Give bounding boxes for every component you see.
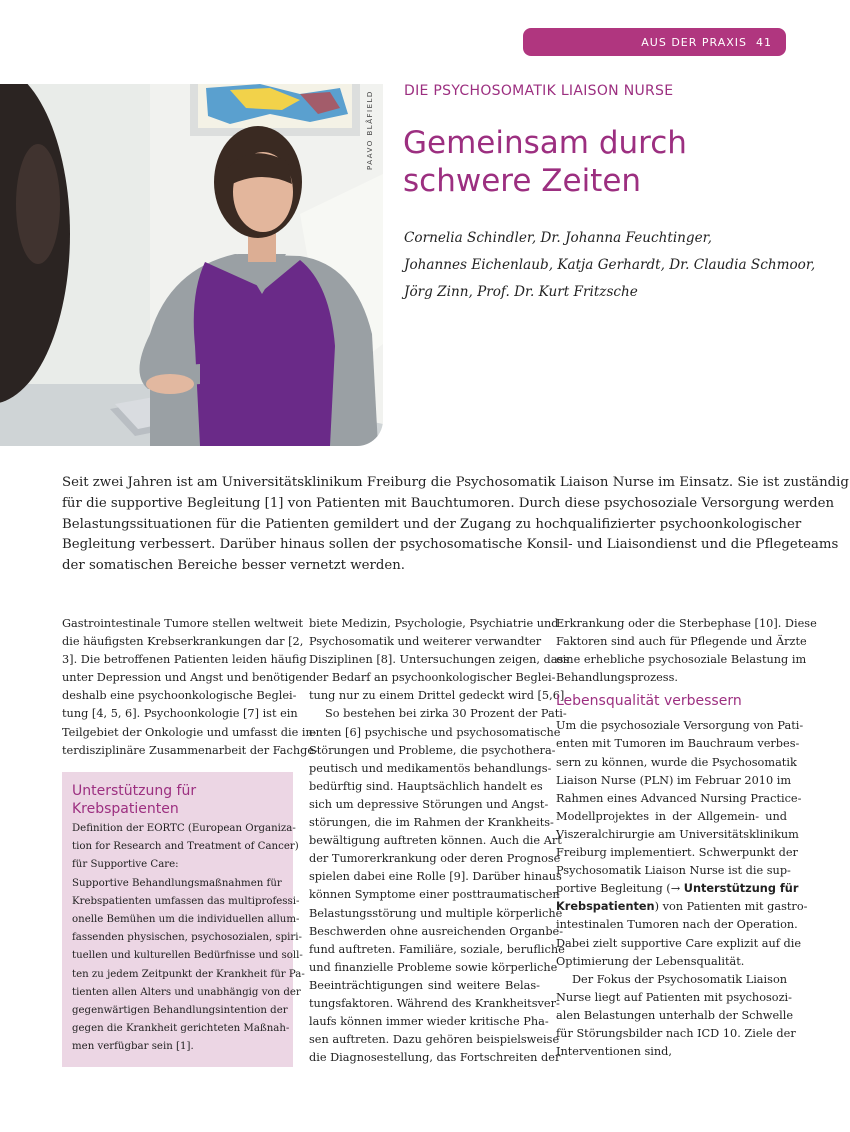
page-number: 41	[756, 35, 772, 49]
body-line: störungen, die im Rahmen der Krankheits-	[309, 816, 554, 830]
body-line: Behandlungsprozess.	[556, 671, 678, 685]
body-line: für Störungsbilder nach ICD 10. Ziele der	[556, 1026, 796, 1040]
body-line: Freiburg implementiert. Schwerpunkt der	[556, 846, 798, 860]
body-line: unter Depression und Angst und benötigen	[62, 671, 310, 685]
intro-line: Seit zwei Jahren ist am Universitätsklinikum Freiburg die Psychosomatik Liaison Nurse im Einsatz. Sie ist zuständig	[62, 475, 849, 490]
body-line: eine erhebliche psychosoziale Belastung im	[556, 653, 807, 667]
body-line: enten mit Tumoren im Bauchraum verbes-	[556, 737, 800, 751]
body-line: spielen dabei eine Rolle [9]. Darüber hinaus	[309, 870, 562, 884]
body-line: Dabei zielt supportive Care explizit auf die	[556, 936, 802, 950]
body-line: peutisch und medikamentös behandlungs-	[309, 761, 552, 775]
infobox-line: gegenwärtigen Behandlungsintention der	[72, 1005, 288, 1017]
infobox-line: gegen die Krankheit gerichteten Maßnah-	[72, 1023, 290, 1035]
section-subheading: Lebensqualität verbessern	[556, 693, 742, 710]
body-line: Erkrankung oder die Sterbephase [10]. Diese	[556, 617, 817, 630]
infobox-line: fassenden physischen, psychosozialen, spiri-	[72, 932, 302, 944]
body-line: Beeinträchtigungen sind weitere Belas-	[309, 978, 540, 992]
infobox-line: men verfügbar sein [1].	[72, 1041, 194, 1053]
body-line: deshalb eine psychoonkologische Beglei-	[62, 689, 297, 703]
authors-line: Johannes Eichenlaub, Katja Gerhardt, Dr. Claudia Schmoor,	[404, 257, 816, 273]
article-photo	[0, 84, 383, 446]
infobox-reference-link[interactable]: Krebspatienten	[556, 900, 655, 914]
body-line-with-reference	[556, 880, 799, 898]
infobox-title-line: Unterstützung für	[72, 783, 197, 799]
article-authors	[404, 225, 816, 306]
body-line: können Symptome einer posttraumatischen	[309, 888, 560, 902]
body-line: alen Belastungen unterhalb der Schwelle	[556, 1008, 794, 1022]
infobox-line: tienten allen Alters und unabhängig von der	[72, 986, 301, 998]
body-line: Viszeralchirurgie am Universitätsklinikum	[556, 827, 799, 841]
body-line: die häufigsten Krebserkrankungen dar [2,	[62, 635, 304, 649]
body-line: Interventionen sind,	[556, 1045, 672, 1059]
body-line: und finanzielle Probleme sowie körperliche	[309, 960, 558, 974]
article-intro	[62, 473, 849, 577]
section-label: AUS DER PRAXIS	[641, 35, 747, 49]
infobox-reference-link[interactable]: Unterstützung für	[683, 882, 799, 896]
infobox-line: tion for Research and Treatment of Cancer)	[72, 841, 299, 853]
body-line: terdisziplinäre Zusammenarbeit der Fachge-	[62, 743, 318, 757]
infobox-line: Supportive Behandlungsmaßnahmen für	[72, 877, 282, 889]
infobox-title	[72, 782, 283, 818]
body-column-2	[309, 615, 570, 1067]
body-line: der Tumorerkrankung oder deren Prognose	[309, 852, 561, 866]
body-line: intestinalen Tumoren nach der Operation.	[556, 918, 798, 932]
infobox-line: Krebspatienten umfassen das multiprofessi-	[72, 895, 300, 907]
body-line: Der Fokus der Psychosomatik Liaison	[572, 972, 788, 986]
body-line: sich um depressive Störungen und Angst-	[309, 797, 549, 811]
body-column-1	[62, 615, 318, 760]
body-line: fund auftreten. Familiäre, soziale, berufliche	[309, 942, 565, 956]
infobox-title-line: Krebspatienten	[72, 801, 179, 817]
authors-line: Cornelia Schindler, Dr. Johanna Feuchtinger,	[404, 230, 712, 246]
infobox-supportive-care	[62, 772, 305, 1067]
body-line: Faktoren sind auch für Pflegende und Ärzte	[556, 635, 807, 649]
body-line: sen auftreten. Dazu gehören beispielsweise	[309, 1033, 560, 1047]
article-title: Gemeinsam durch schwere Zeiten	[403, 125, 687, 199]
intro-line: Belastungssituationen für die Patienten gemildert und der Zugang zu hochqualifizierter psychoonkologischer	[62, 516, 802, 532]
body-line: Nurse liegt auf Patienten mit psychosozi-	[556, 990, 792, 1004]
body-line: laufs können immer wieder kritische Pha-	[309, 1015, 549, 1029]
body-line: Um die psychosoziale Versorgung von Pati-	[556, 719, 804, 733]
body-line-with-reference	[556, 898, 808, 916]
infobox-line: ten zu jedem Zeitpunkt der Krankheit für Pa-	[72, 968, 305, 980]
body-line: tung [4, 5, 6]. Psychoonkologie [7] ist ein	[62, 707, 298, 721]
body-line: der Bedarf an psychoonkologischer Beglei-	[309, 671, 556, 685]
infobox-line: tuellen und kulturellen Bedürfnisse und soll-	[72, 950, 303, 962]
infobox-line: für Supportive Care:	[72, 859, 179, 871]
body-line: tungsfaktoren. Während des Krankheitsver-	[309, 996, 560, 1010]
infobox-text	[72, 820, 305, 1057]
body-line: sern zu können, wurde die Psychosomatik	[556, 755, 797, 769]
body-line: bewältigung auftreten können. Auch die Art	[309, 834, 562, 848]
body-line: Störungen und Probleme, die psychothera-	[309, 743, 556, 757]
body-line: 3]. Die betroffenen Patienten leiden häufig	[62, 653, 307, 667]
infobox-line: onelle Bemühen um die individuellen allum-	[72, 914, 300, 926]
body-line: bedürftig sind. Hauptsächlich handelt es	[309, 779, 543, 793]
body-line: Disziplinen [8]. Untersuchungen zeigen, dass	[309, 653, 570, 667]
body-line: Belastungsstörung und multiple körperliche	[309, 906, 563, 920]
body-line: Liaison Nurse (PLN) im Februar 2010 im	[556, 773, 792, 787]
infobox-line: Definition der EORTC (European Organiza-	[72, 823, 296, 834]
intro-line: der somatischen Bereiche besser vernetzt werden.	[62, 558, 405, 574]
intro-line: für die supportive Begleitung [1] von Patienten mit Bauchtumoren. Durch diese psychosoziale Versorgung werden	[62, 495, 835, 511]
body-line: Teilgebiet der Onkologie und umfasst die in-	[62, 725, 317, 739]
intro-line: Begleitung verbessert. Darüber hinaus sollen der psychosomatische Konsil- und Liaisondienst und die Pflegeteams	[62, 537, 839, 553]
authors-line: Jörg Zinn, Prof. Dr. Kurt Fritzsche	[404, 284, 638, 300]
body-line: tung nur zu einem Drittel gedeckt wird [5,6].	[309, 689, 568, 703]
body-line: Psychosomatik Liaison Nurse ist die sup-	[556, 864, 791, 878]
body-line: So bestehen bei zirka 30 Prozent der Pati-	[325, 707, 567, 721]
body-column-3	[556, 615, 817, 1061]
article-kicker: DIE PSYCHOSOMATIK LIAISON NURSE	[404, 83, 674, 99]
body-line: Psychosomatik und weiterer verwandter	[309, 635, 542, 649]
body-line: Optimierung der Lebensqualität.	[556, 954, 745, 968]
section-header-tab	[523, 28, 786, 56]
body-line: Rahmen eines Advanced Nursing Practice-	[556, 791, 802, 805]
body-line: enten [6] psychische und psychosomatische	[309, 725, 561, 739]
photo-credit: PAAVO BLÅFIELD	[366, 90, 374, 170]
ref-prefix: portive Begleitung (→	[556, 882, 684, 896]
body-line: biete Medizin, Psychologie, Psychiatrie und	[309, 617, 559, 630]
body-line: die Diagnosestellung, das Fortschreiten der	[309, 1051, 561, 1065]
body-line: Modellprojektes in der Allgemein- und	[556, 809, 787, 823]
ref-suffix: ) von Patienten mit gastro-	[654, 900, 808, 914]
body-line: Gastrointestinale Tumore stellen weltweit	[62, 617, 304, 630]
body-line: Beschwerden ohne ausreichenden Organbe-	[309, 924, 564, 938]
